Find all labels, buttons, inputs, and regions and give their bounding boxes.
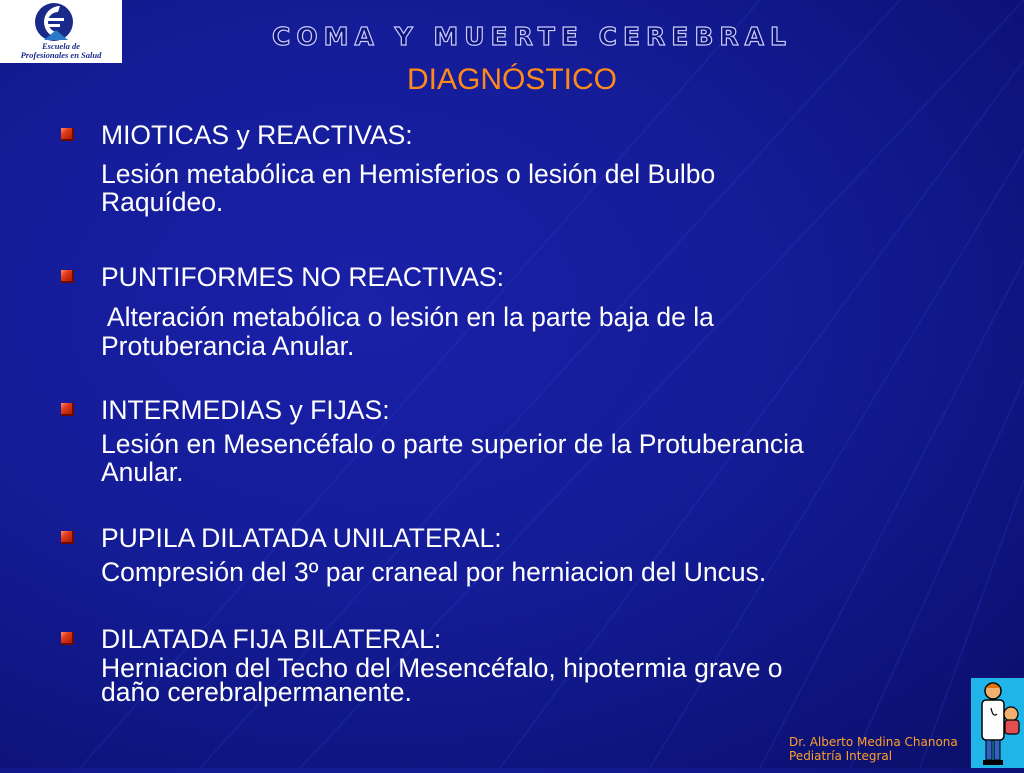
item-description-line: Lesión metabólica en Hemisferios o lesión del Bulbo — [101, 159, 716, 189]
item-description-line: Herniacion del Techo del Mesencéfalo, hipotermia grave o — [101, 653, 783, 683]
item-description-line: Alteración metabólica o lesión en la parte baja de la — [101, 302, 714, 332]
author-caption — [789, 735, 958, 763]
bullet-square-icon — [61, 531, 74, 544]
item-description-line: daño cerebralpermanente. — [101, 677, 412, 707]
doctor-illustration — [971, 678, 1024, 768]
item-description-line: Raquídeo. — [101, 187, 224, 217]
item-heading: DILATADA FIJA BILATERAL: — [101, 624, 442, 654]
item-description-line: Anular. — [101, 457, 184, 487]
logo-line-1: Escuela de — [41, 41, 80, 51]
logo-line-2: Profesionales en Salud — [20, 50, 102, 60]
slide-title: COMA Y MUERTE CEREBRAL — [272, 22, 792, 51]
item-heading: PUPILA DILATADA UNILATERAL: — [101, 523, 502, 553]
bullet-square-icon — [61, 632, 74, 645]
item-heading: MIOTICAS y REACTIVAS: — [101, 120, 413, 150]
item-heading: INTERMEDIAS y FIJAS: — [101, 395, 390, 425]
bullet-square-icon — [61, 128, 74, 141]
author-name: Dr. Alberto Medina Chanona — [789, 735, 958, 749]
slide-subtitle: DIAGNÓSTICO — [406, 63, 617, 96]
item-heading: PUNTIFORMES NO REACTIVAS: — [101, 262, 504, 292]
doctor-icon — [971, 678, 1024, 768]
bullet-square-icon — [61, 403, 74, 416]
item-description-line: Compresión del 3º par craneal por herniacion del Uncus. — [101, 557, 767, 587]
item-description-line: Protuberancia Anular. — [101, 331, 355, 361]
author-department: Pediatría Integral — [789, 749, 893, 763]
item-description-line: Lesión en Mesencéfalo o parte superior de la Protuberancia — [101, 429, 804, 459]
bullet-square-icon — [61, 270, 74, 283]
